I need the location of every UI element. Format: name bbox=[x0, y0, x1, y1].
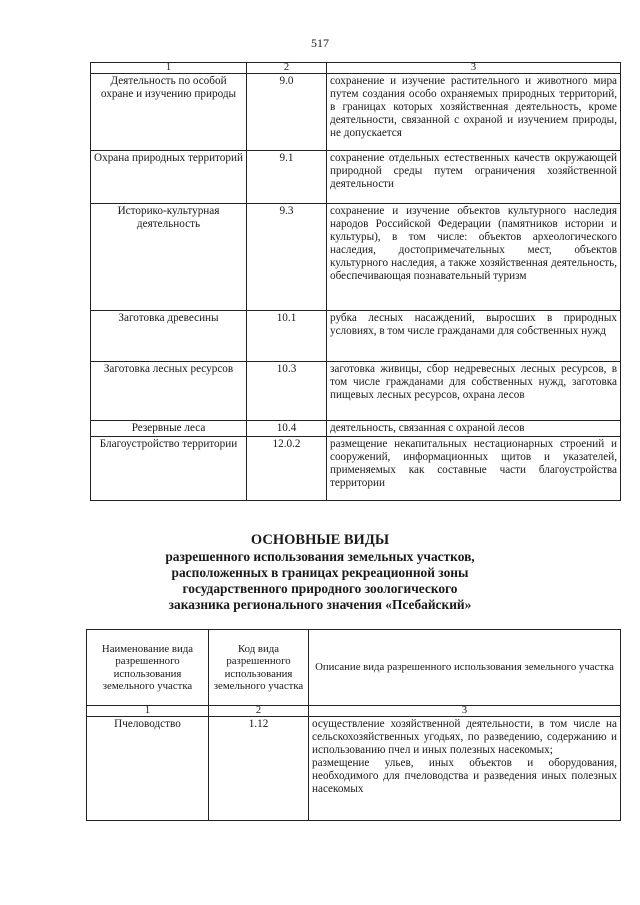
use-name: Благоустройство территории bbox=[91, 437, 247, 501]
page-number: 517 bbox=[311, 36, 329, 50]
header-code: Код вида разрешенного использования земельного участка bbox=[209, 630, 309, 706]
table-row bbox=[87, 717, 621, 821]
table-header-row bbox=[87, 630, 621, 706]
heading-line: разрешенного использования земельных участков, bbox=[165, 549, 475, 564]
use-description: рубка лесных насаждений, выросших в природных условиях, в том числе гражданами для собственных нужд bbox=[327, 311, 621, 362]
use-code: 9.3 bbox=[247, 204, 327, 311]
beekeeping-use-table bbox=[86, 629, 621, 821]
use-name: Пчеловодство bbox=[87, 717, 209, 821]
use-code: 10.1 bbox=[247, 311, 327, 362]
column-number-1: 1 bbox=[91, 63, 247, 74]
table-row bbox=[91, 421, 621, 437]
use-name: Заготовка лесных ресурсов bbox=[91, 362, 247, 421]
heading-line: государственного природного зоологического bbox=[182, 581, 458, 596]
description-paragraph: размещение ульев, иных объектов и оборудования, необходимого для пчеловодства и разведения иных полезных насекомых bbox=[312, 757, 617, 795]
use-description bbox=[309, 717, 621, 821]
use-code: 9.1 bbox=[247, 151, 327, 204]
table-row bbox=[91, 437, 621, 501]
column-number-row bbox=[87, 706, 621, 717]
table-row bbox=[91, 362, 621, 421]
use-code: 10.3 bbox=[247, 362, 327, 421]
use-description: сохранение и изучение объектов культурного наследия народов Российской Федерации (памятников истории и культуры), в том числе: объектов археологического наследия, достопримечательных мест, объектов культурного наследия, а также хозяйственная деятельность, обеспечивающая познавательный туризм bbox=[327, 204, 621, 311]
heading-line: заказника регионального значения «Псебайский» bbox=[168, 597, 472, 612]
table-row bbox=[91, 204, 621, 311]
use-code: 10.4 bbox=[247, 421, 327, 437]
table-row bbox=[91, 311, 621, 362]
heading-line: ОСНОВНЫЕ ВИДЫ bbox=[250, 532, 390, 548]
land-use-table-continued bbox=[90, 62, 621, 501]
use-description: сохранение отдельных естественных качеств окружающей природной среды путем ограничения хозяйственной деятельности bbox=[327, 151, 621, 204]
section-heading bbox=[0, 532, 640, 613]
use-name: Заготовка древесины bbox=[91, 311, 247, 362]
description-paragraph: осуществление хозяйственной деятельности, в том числе на сельскохозяйственных угодьях, по разведению, содержанию и использованию пчел и иных полезных насекомых; bbox=[312, 718, 617, 756]
column-number-2: 2 bbox=[209, 706, 309, 717]
use-code: 9.0 bbox=[247, 74, 327, 151]
use-name: Деятельность по особой охране и изучению природы bbox=[91, 74, 247, 151]
column-number-1: 1 bbox=[87, 706, 209, 717]
use-description: размещение некапитальных нестационарных строений и сооружений, информационных щитов и указателей, применяемых как составные части благоустройства территории bbox=[327, 437, 621, 501]
use-description: деятельность, связанная с охраной лесов bbox=[327, 421, 621, 437]
column-number-2: 2 bbox=[247, 63, 327, 74]
use-description: сохранение и изучение растительного и животного мира путем создания особо охраняемых природных территорий, в границах которых хозяйственная деятельность, кроме деятельности, связанной с охраной и изучением природы, не допускается bbox=[327, 74, 621, 151]
heading-line: расположенных в границах рекреационной зоны bbox=[171, 565, 469, 580]
use-code: 1.12 bbox=[209, 717, 309, 821]
header-name: Наименование вида разрешенного использования земельного участка bbox=[87, 630, 209, 706]
column-number-3: 3 bbox=[309, 706, 621, 717]
column-number-3: 3 bbox=[327, 63, 621, 74]
use-code: 12.0.2 bbox=[247, 437, 327, 501]
use-name: Историко-культурная деятельность bbox=[91, 204, 247, 311]
use-name: Охрана природных территорий bbox=[91, 151, 247, 204]
header-description: Описание вида разрешенного использования земельного участка bbox=[309, 630, 621, 706]
table-row bbox=[91, 74, 621, 151]
use-description: заготовка живицы, сбор недревесных лесных ресурсов, в том числе гражданами для собственных нужд, заготовка пищевых лесных ресурсов, охрана лесов bbox=[327, 362, 621, 421]
table-row bbox=[91, 151, 621, 204]
column-number-row bbox=[91, 63, 621, 74]
use-name: Резервные леса bbox=[91, 421, 247, 437]
